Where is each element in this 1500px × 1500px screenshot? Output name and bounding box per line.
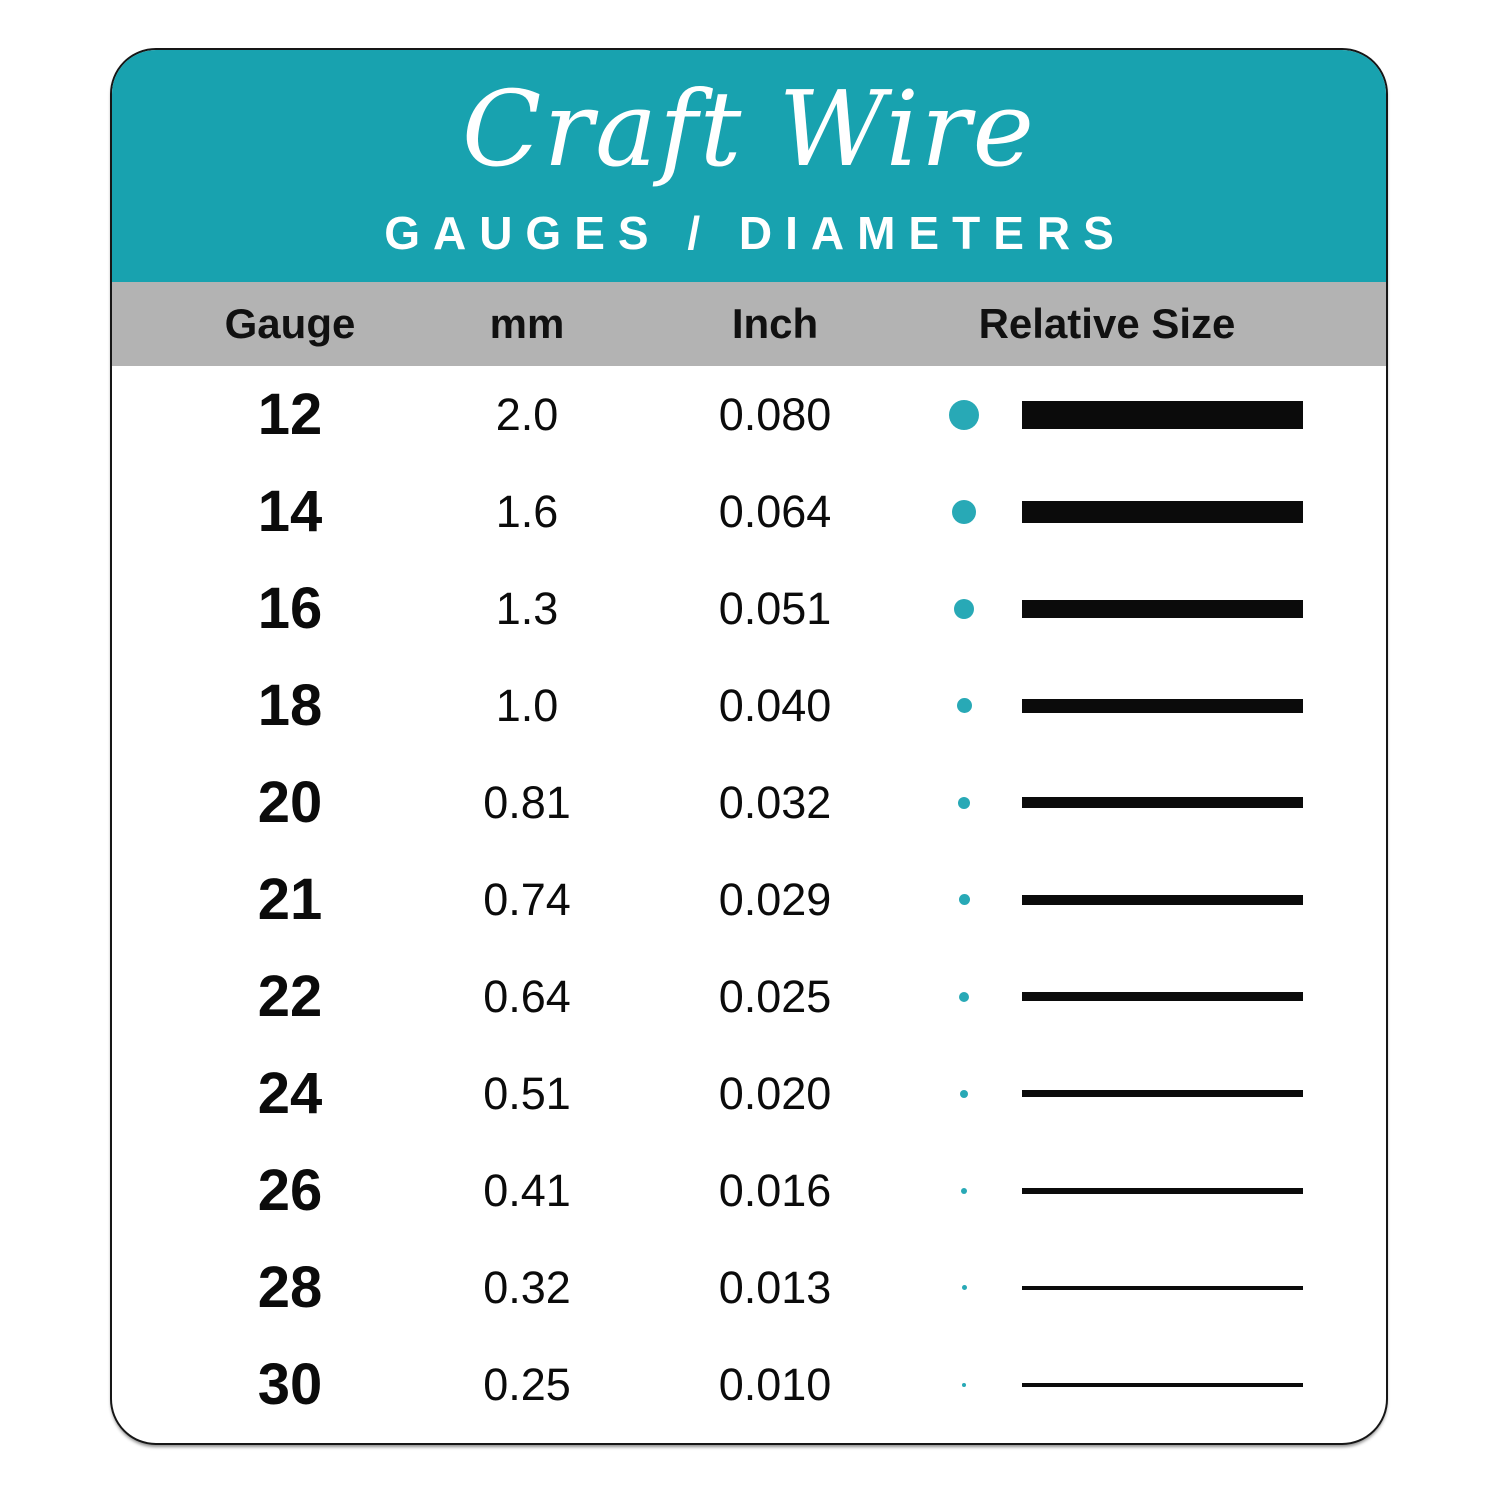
wire-diameter-dot (957, 698, 972, 713)
mm-value: 0.74 (483, 873, 571, 925)
relative-size-dot-cell (914, 851, 1014, 948)
relative-size-dot-cell (914, 560, 1014, 657)
wire-diameter-dot (960, 1090, 968, 1098)
inch-value: 0.016 (718, 1164, 832, 1216)
wire-thickness-bar (1022, 1286, 1303, 1290)
relative-size-bar-cell (1022, 657, 1303, 754)
relative-size-bar-cell (1022, 463, 1303, 560)
page-title: Craft Wire (461, 68, 1037, 190)
inch-value: 0.013 (718, 1261, 832, 1313)
relative-size-dot-cell (914, 754, 1014, 851)
wire-thickness-bar (1022, 600, 1303, 618)
table-row (112, 948, 1386, 1045)
gauge-value: 30 (257, 1352, 323, 1417)
relative-size-bar-cell (1022, 1239, 1303, 1336)
inch-value: 0.064 (718, 485, 832, 537)
relative-size-bar-cell (1022, 1142, 1303, 1239)
table-row (112, 1045, 1386, 1142)
gauge-value: 14 (257, 479, 323, 544)
wire-diameter-dot (952, 500, 976, 524)
table-row (112, 463, 1386, 560)
inch-value: 0.032 (718, 776, 832, 828)
mm-value: 0.64 (483, 970, 571, 1022)
wire-thickness-bar (1022, 797, 1303, 808)
table-row (112, 366, 1386, 463)
mm-value: 0.41 (483, 1164, 571, 1216)
wire-diameter-dot (958, 797, 970, 809)
inch-value: 0.029 (718, 873, 832, 925)
column-header-inch: Inch (731, 300, 819, 347)
wire-thickness-bar (1022, 501, 1303, 523)
table-row (112, 754, 1386, 851)
wire-thickness-bar (1022, 699, 1303, 713)
gauge-value: 26 (257, 1158, 323, 1223)
card-header (112, 50, 1386, 282)
wire-diameter-dot (962, 1285, 967, 1290)
column-header-relative-size: Relative Size (978, 300, 1236, 347)
wire-diameter-dot (959, 894, 970, 905)
relative-size-bar-cell (1022, 948, 1303, 1045)
column-header-gauge: Gauge (224, 300, 356, 347)
wire-diameter-dot (961, 1188, 967, 1194)
inch-value: 0.051 (718, 582, 832, 634)
relative-size-bar-cell (1022, 366, 1303, 463)
mm-value: 1.6 (495, 485, 559, 537)
chart-card (110, 48, 1388, 1445)
wire-thickness-bar (1022, 992, 1303, 1001)
wire-diameter-dot (949, 400, 979, 430)
relative-size-dot-cell (914, 1045, 1014, 1142)
gauge-value: 18 (257, 673, 323, 738)
inch-value: 0.020 (718, 1067, 832, 1119)
wire-thickness-bar (1022, 1383, 1303, 1387)
relative-size-dot-cell (914, 1336, 1014, 1433)
relative-size-bar-cell (1022, 1336, 1303, 1433)
inch-value: 0.025 (718, 970, 832, 1022)
page-subtitle: GAUGES / DIAMETERS (384, 207, 1127, 259)
gauge-value: 21 (257, 867, 323, 932)
mm-value: 0.81 (483, 776, 571, 828)
wire-thickness-bar (1022, 1090, 1303, 1097)
inch-value: 0.040 (718, 679, 832, 731)
mm-value: 1.3 (495, 582, 559, 634)
relative-size-dot-cell (914, 1142, 1014, 1239)
relative-size-dot-cell (914, 463, 1014, 560)
gauge-value: 22 (257, 964, 323, 1029)
relative-size-bar-cell (1022, 560, 1303, 657)
relative-size-bar-cell (1022, 1045, 1303, 1142)
relative-size-dot-cell (914, 657, 1014, 754)
wire-diameter-dot (959, 992, 969, 1002)
table-row (112, 1142, 1386, 1239)
table-body (112, 366, 1386, 1433)
table-row (112, 851, 1386, 948)
wire-thickness-bar (1022, 1188, 1303, 1194)
wire-thickness-bar (1022, 401, 1303, 429)
table-row (112, 1336, 1386, 1433)
mm-value: 0.32 (483, 1261, 571, 1313)
relative-size-dot-cell (914, 948, 1014, 1045)
column-header-mm: mm (489, 300, 565, 347)
gauge-value: 16 (257, 576, 323, 641)
table-row (112, 560, 1386, 657)
wire-diameter-dot (954, 599, 974, 619)
table-row (112, 1239, 1386, 1336)
inch-value: 0.080 (718, 388, 832, 440)
inch-value: 0.010 (718, 1358, 832, 1410)
relative-size-dot-cell (914, 366, 1014, 463)
mm-value: 0.25 (483, 1358, 571, 1410)
relative-size-dot-cell (914, 1239, 1014, 1336)
relative-size-bar-cell (1022, 851, 1303, 948)
gauge-value: 12 (257, 382, 323, 447)
column-header-row (112, 282, 1386, 366)
gauge-value: 28 (257, 1255, 323, 1320)
mm-value: 1.0 (495, 679, 559, 731)
table-row (112, 657, 1386, 754)
mm-value: 0.51 (483, 1067, 571, 1119)
wire-diameter-dot (962, 1383, 966, 1387)
gauge-value: 24 (257, 1061, 323, 1126)
mm-value: 2.0 (495, 388, 559, 440)
gauge-value: 20 (257, 770, 323, 835)
wire-thickness-bar (1022, 895, 1303, 905)
relative-size-bar-cell (1022, 754, 1303, 851)
